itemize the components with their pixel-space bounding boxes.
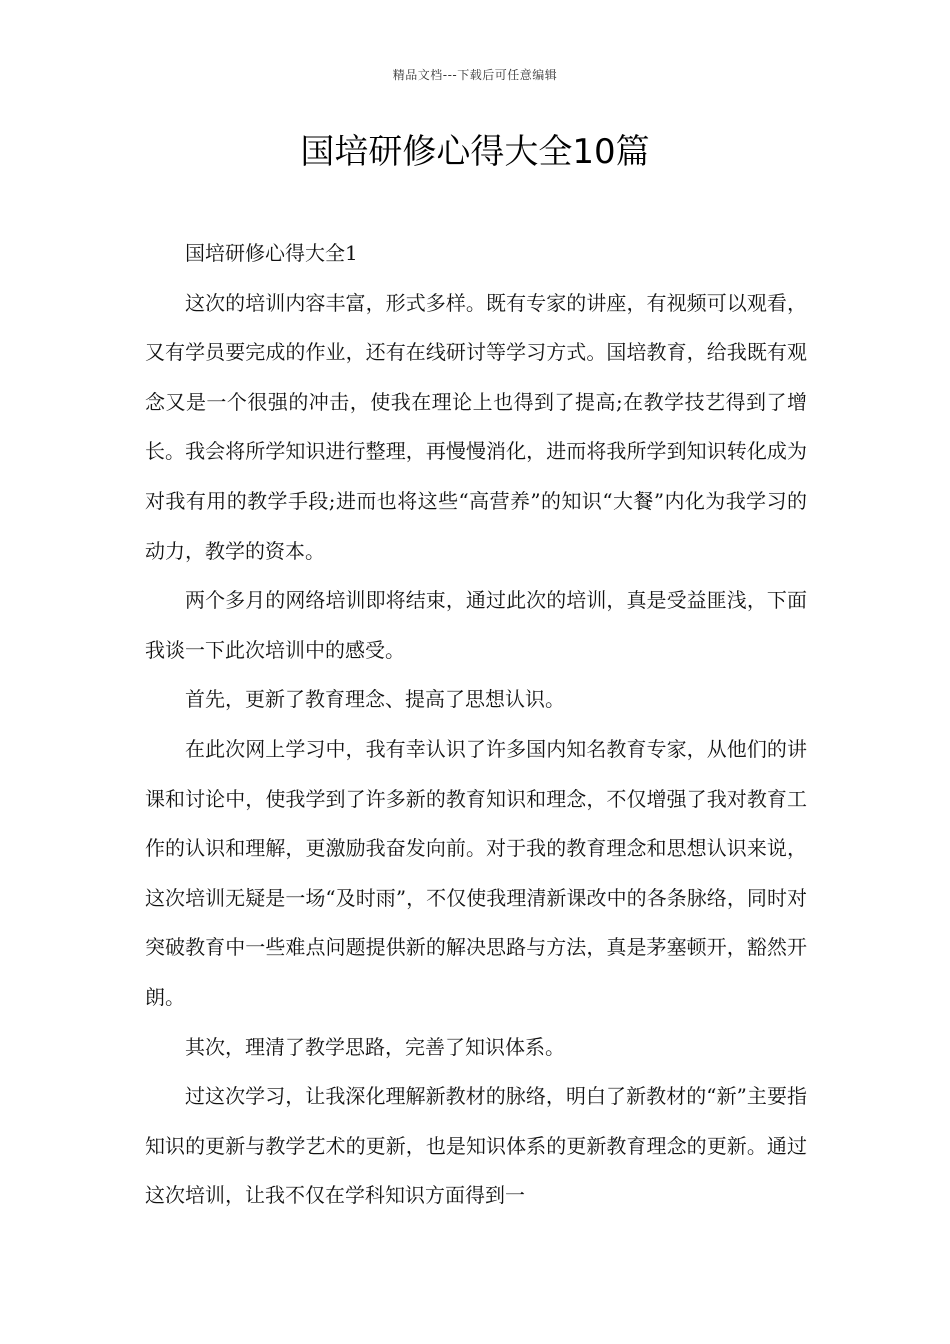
- body-paragraph: 过这次学习，让我深化理解新教材的脉络，明白了新教材的“新”主要指知识的更新与教学艺术的更新，也是知识体系的更新教育理念的更新。通过这次培训，让我不仅在学科知识方面得到一: [145, 1084, 807, 1208]
- body-paragraph: 在此次网上学习中，我有幸认识了许多国内知名教育专家，从他们的讲课和讨论中，使我学到了许多新的教育知识和理念，不仅增强了我对教育工作的认识和理解，更激励我奋发向前。对于我的教育理念和思想认识来说，这次培训无疑是一场“及时雨”，不仅使我理清新课改中的各条脉络，同时对突破教育中一些难点问题提供新的解决思路与方法，真是茅塞顿开，豁然开朗。: [145, 736, 807, 1009]
- document-title: 国培研修心得大全10篇: [300, 132, 650, 172]
- section-heading: 国培研修心得大全1: [185, 241, 358, 265]
- document-body: [145, 229, 807, 1221]
- body-paragraph: 其次，理清了教学思路，完善了知识体系。: [185, 1034, 565, 1059]
- page-header: 精品文档---下载后可任意编辑: [392, 68, 558, 82]
- body-paragraph: 两个多月的网络培训即将结束，通过此次的培训，真是受益匪浅，下面我谈一下此次培训中的感受。: [145, 588, 807, 662]
- body-paragraph: 这次的培训内容丰富，形式多样。既有专家的讲座，有视频可以观看，又有学员要完成的作业，还有在线研讨等学习方式。国培教育，给我既有观念又是一个很强的冲击，使我在理论上也得到了提高;在教学技艺得到了增长。我会将所学知识进行整理，再慢慢消化，进而将我所学到知识转化成为对我有用的教学手段;进而也将这些“高营养”的知识“大餐”内化为我学习的动力，教学的资本。: [145, 290, 807, 563]
- body-paragraph: 首先，更新了教育理念、提高了思想认识。: [185, 687, 565, 712]
